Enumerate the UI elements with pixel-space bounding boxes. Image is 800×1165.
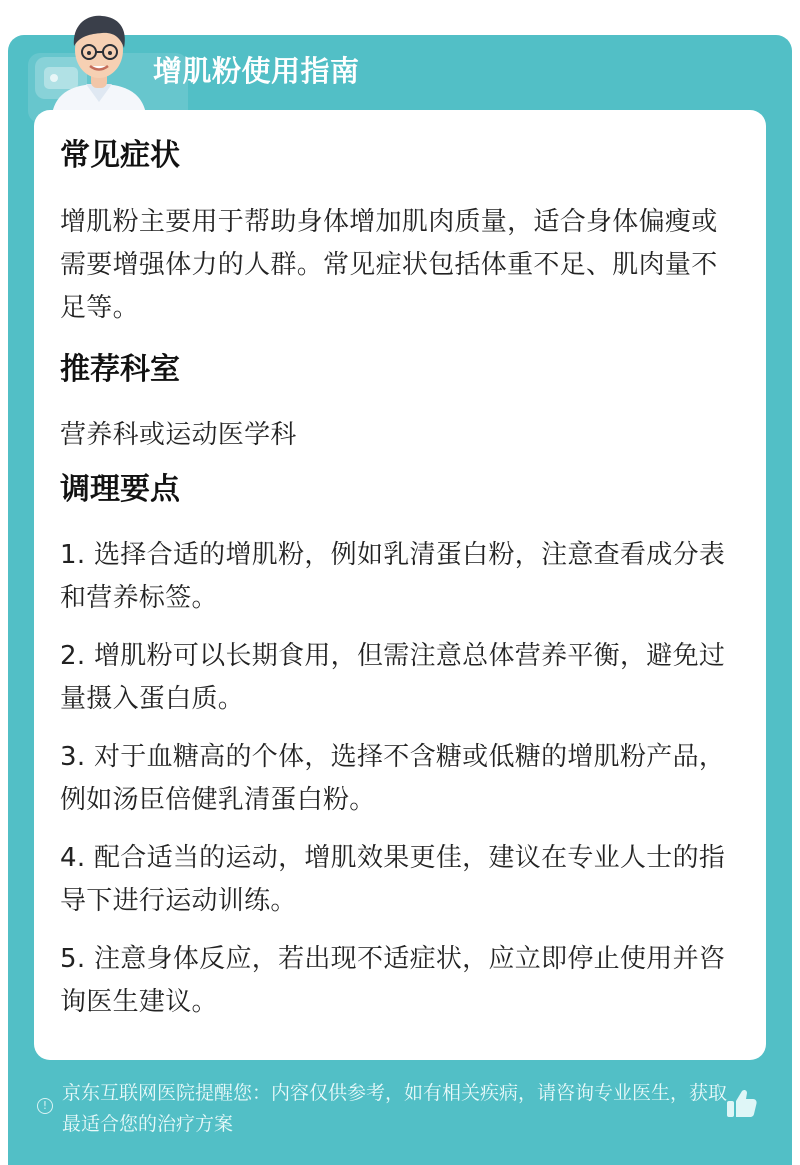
disclaimer-text: 京东互联网医院提醒您：内容仅供参考，如有相关疾病，请咨询专业医生，获取最适合您的治疗方案 (62, 1082, 728, 1135)
section-title-tips: 调理要点 (60, 472, 180, 507)
list-item: 3. 对于血糖高的个体，选择不含糖或低糖的增肌粉产品，例如汤臣倍健乳清蛋白粉。 (60, 742, 726, 815)
page-title: 增肌粉使用指南 (153, 54, 360, 88)
section-body-symptoms: 增肌粉主要用于帮助身体增加肌肉质量，适合身体偏瘦或需要增强体力的人群。常见症状包括体重不足、肌肉量不足等。 (60, 207, 718, 323)
list-item: 2. 增肌粉可以长期食用，但需注意总体营养平衡，避免过量摄入蛋白质。 (60, 641, 726, 714)
section-body-department: 营养科或运动医学科 (60, 420, 297, 450)
info-icon: ! (37, 1098, 53, 1114)
content-card (34, 110, 766, 1060)
section-title-department: 推荐科室 (60, 352, 180, 387)
list-item: 4. 配合适当的运动，增肌效果更佳，建议在专业人士的指导下进行运动训练。 (60, 843, 726, 916)
tips-list (60, 534, 740, 1039)
thumbs-up-icon[interactable] (723, 1086, 759, 1122)
list-item: 5. 注意身体反应，若出现不适症状，应立即停止使用并咨询医生建议。 (60, 944, 726, 1017)
doctor-avatar (44, 6, 154, 114)
list-item: 1. 选择合适的增肌粉，例如乳清蛋白粉，注意查看成分表和营养标签。 (60, 540, 726, 613)
section-title-symptoms: 常见症状 (60, 138, 180, 173)
